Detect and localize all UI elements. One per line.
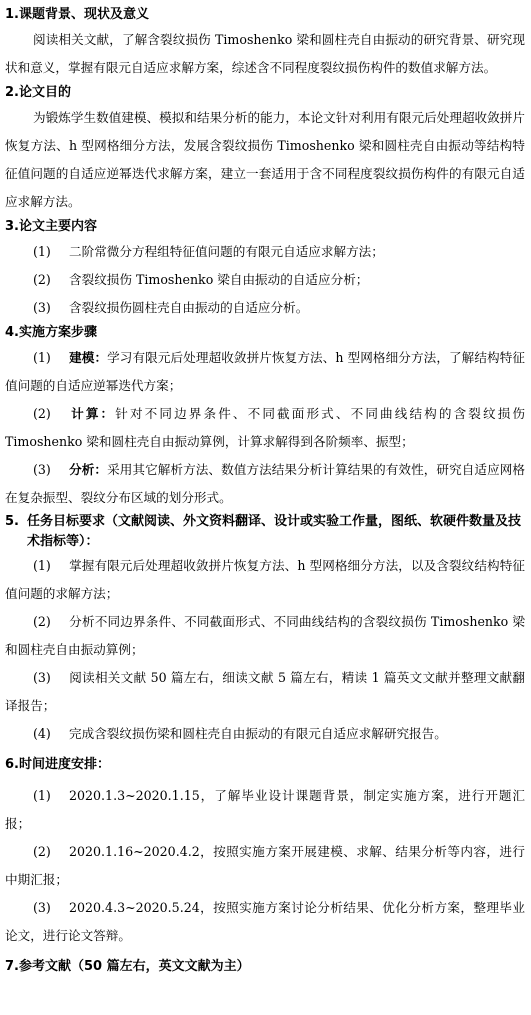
list-marker: (3) [33,462,51,477]
section-heading: 7.参考文献（50 篇左右，英文文献为主） [5,959,250,974]
section-heading: 3.论文主要内容 [5,219,97,234]
list-item-text: 阅读相关文献 50 篇左右，细读文献 5 篇左右，精读 1 篇英文文献并整理文献翻译报告； [5,670,525,713]
list-item [5,552,525,608]
list-item [5,838,525,894]
paragraph: 阅读相关文献，了解含裂纹损伤 Timoshenko 梁和圆柱壳自由振动的研究背景、研究现状和意义，掌握有限元自适应求解方案，综述含不同程度裂纹损伤构件的数值求解方法。 [5,32,525,75]
list-marker: (1) [33,788,51,803]
list-item-text: 二阶常微分方程组特征值问题的有限元自适应求解方法； [69,244,384,259]
list-item-text: 含裂纹损伤圆柱壳自由振动的自适应分析。 [69,300,309,315]
section-heading: 6.时间进度安排： [5,757,110,772]
list-item-lead: 建模： [69,350,108,365]
section-heading: 4.实施方案步骤 [5,325,97,340]
list-item [5,456,525,512]
list-item-text: 完成含裂纹损伤梁和圆柱壳自由振动的有限元自适应求解研究报告。 [69,726,447,741]
list-item-text: 分析不同边界条件、不同截面形式、不同曲线结构的含裂纹损伤 Timoshenko 梁和圆柱壳自由振动算例； [5,614,525,657]
list-item-lead: 分析： [69,462,108,477]
list-item-text: 采用其它解析方法、数值方法结果分析计算结果的有效性，研究自适应网格在复杂振型、裂纹分布区域的划分形式。 [5,462,526,505]
list-marker: (3) [33,670,51,685]
list-item-text: 针对不同边界条件、不同截面形式、不同曲线结构的含裂纹损伤 Timoshenko 梁和圆柱壳自由振动算例，计算求解得到各阶频率、振型； [5,406,526,449]
list-item-text: 含裂纹损伤 Timoshenko 梁自由振动的自适应分析； [69,272,369,287]
list-marker: (3) [33,900,51,915]
paragraph: 为锻炼学生数值建模、模拟和结果分析的能力，本论文针对利用有限元后处理超收敛拼片恢复方法、h 型网格细分方法，发展含裂纹损伤 Timoshenko 梁和圆柱壳自由振动等结构特征值问题的自适应逆幂迭代求解方案，建立一套适用于含不同程度裂纹损伤构件的有限元自适应求解方法。 [5,110,525,209]
list-marker: (1) [33,558,51,573]
list-marker: (4) [33,726,51,741]
list-marker: (2) [33,406,51,421]
section-heading: 2.论文目的 [5,85,71,100]
list-item [5,894,525,950]
list-item [5,238,525,266]
list-item-text: 掌握有限元后处理超收敛拼片恢复方法、h 型网格细分方法，以及含裂纹结构特征值问题的求解方法； [5,558,525,601]
section-heading: 1.课题背景、现状及意义 [5,7,149,22]
list-item-text: 2020.4.3~2020.5.24，按照实施方案讨论分析结果、优化分析方案，整理毕业论文，进行论文答辩。 [5,900,525,943]
list-marker: (2) [33,272,51,287]
list-item [5,400,525,456]
list-item [5,294,525,322]
list-item [5,664,525,720]
list-marker: (1) [33,350,51,365]
list-item [5,266,525,294]
list-item-text: 2020.1.3~2020.1.15，了解毕业设计课题背景，制定实施方案，进行开题汇报； [5,788,525,831]
list-item-text: 2020.1.16~2020.4.2，按照实施方案开展建模、求解、结果分析等内容，进行中期汇报； [5,844,525,887]
list-item-text: 学习有限元后处理超收敛拼片恢复方法、h 型网格细分方法，了解结构特征值问题的自适应逆幂迭代方案； [5,350,525,393]
list-marker: (1) [33,244,51,259]
list-item-lead: 计算： [69,406,116,421]
list-item [5,782,525,838]
section-heading: 5. 任务目标要求（文献阅读、外文资料翻译、设计或实验工作量，图纸、软硬件数量及技术指标等）： [5,512,525,552]
list-marker: (2) [33,614,51,629]
section-heading-text: 任务目标要求（文献阅读、外文资料翻译、设计或实验工作量，图纸、软硬件数量及技术指标等）： [27,514,522,549]
list-marker: (3) [33,300,51,315]
list-marker: (2) [33,844,51,859]
list-item [5,720,525,748]
list-item [5,608,525,664]
list-item [5,344,525,400]
